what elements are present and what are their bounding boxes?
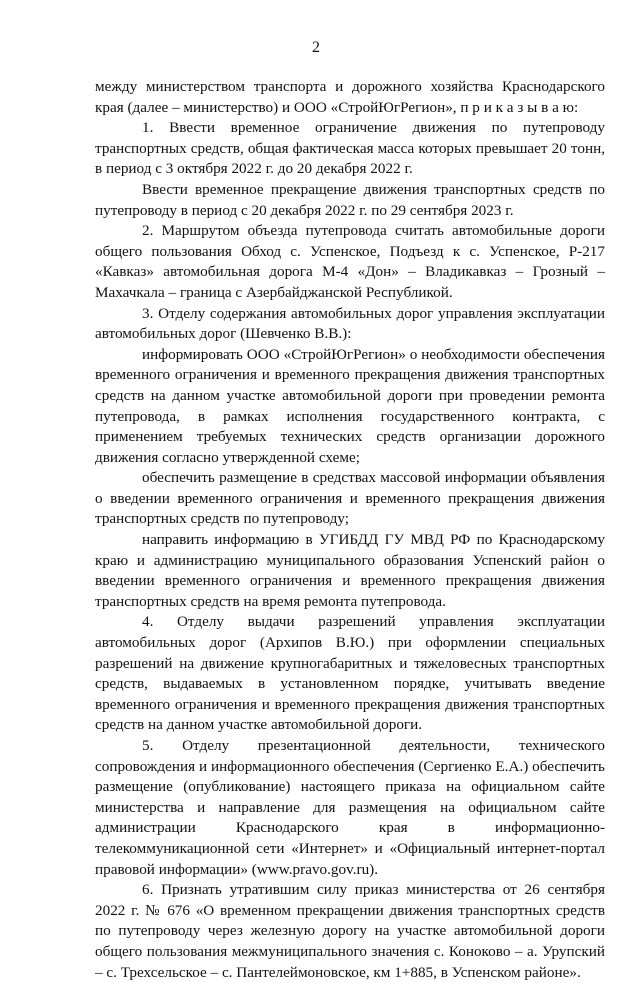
paragraph-preamble-continuation: между министерством транспорта и дорожного хозяйства Краснодарского края (далее – министерство) и ООО «СтройЮгРегион», п р и к а з ы в а ю: <box>95 78 605 116</box>
paragraph-item-1-continuation: Ввести временное прекращение движения транспортных средств по путепроводу в период с 20 декабря 2022 г. по 29 сентября 2023 г. <box>95 180 605 219</box>
paragraph-item-5: 5. Отделу презентационной деятельности, технического сопровождения и информационного обеспечения (Сергиенко Е.А.) обеспечить размещение (опубликование) настоящего приказа на официальном сайте министерства и направление для размещения на официальном сайте администрации Краснодарского края в информационно-телекоммуникационной сети «Интернет» и «Официальный интернет-портал правовой информации» (www.pravo.gov.ru). <box>95 737 605 878</box>
paragraph-item-3-notify: направить информацию в УГИБДД ГУ МВД РФ по Краснодарскому краю и администрацию муниципального образования Успенский район о введении временного ограничения и временного прекращения движения транспортных средств на время ремонта путепровода. <box>95 531 605 610</box>
document-body <box>95 77 605 983</box>
paragraph-item-1: 1. Ввести временное ограничение движения по путепроводу транспортных средств, общая фактическая масса которых превышает 20 тонн, в период с 3 октября 2022 г. до 20 декабря 2022 г. <box>95 119 605 178</box>
paragraph-item-2: 2. Маршрутом объезда путепровода считать автомобильные дороги общего пользования Обход с. Успенское, Подъезд к с. Успенское, Р-217 «Кавказ» автомобильная дорога М-4 «Дон» – Владикавказ – Грозный – Махачкала – граница с Азербайджанской Республикой. <box>95 222 605 301</box>
paragraph-item-3-inform: информировать ООО «СтройЮгРегион» о необходимости обеспечения временного ограничения и временного прекращения движения транспортных средств на данном участке автомобильной дороги при проведении ремонта путепровода, в рамках исполнения государственного контракта, с применением требуемых технических средств организации дорожного движения согласно утвержденной схеме; <box>95 345 605 466</box>
paragraph-item-3: 3. Отделу содержания автомобильных дорог управления эксплуатации автомобильных дорог (Шевченко В.В.): <box>95 304 605 343</box>
paragraph-item-6: 6. Признать утратившим силу приказ министерства от 26 сентября 2022 г. № 676 «О временном прекращении движения транспортных средств по путепроводу через железную дорогу на участке автомобильной дороги общего пользования межмуниципального значения с. Коноково – а. Урупский – с. Трехсельское – с. Пантелеймоновское, км 1+885, в Успенском районе». <box>95 881 605 981</box>
paragraph-item-3-media: обеспечить размещение в средствах массовой информации объявления о введении временного ограничения и временного прекращения движения транспортных средств по путепроводу; <box>95 469 605 528</box>
paragraph-item-4: 4. Отделу выдачи разрешений управления эксплуатации автомобильных дорог (Архипов В.Ю.) при оформлении специальных разрешений на движение крупногабаритных и тяжеловесных транспортных средств, выдаваемых в установленном порядке, учитывать введение временного ограничения и временного прекращения движения транспортных средств на данном участке автомобильной дороги. <box>95 613 605 734</box>
page-number: 2 <box>312 39 320 56</box>
